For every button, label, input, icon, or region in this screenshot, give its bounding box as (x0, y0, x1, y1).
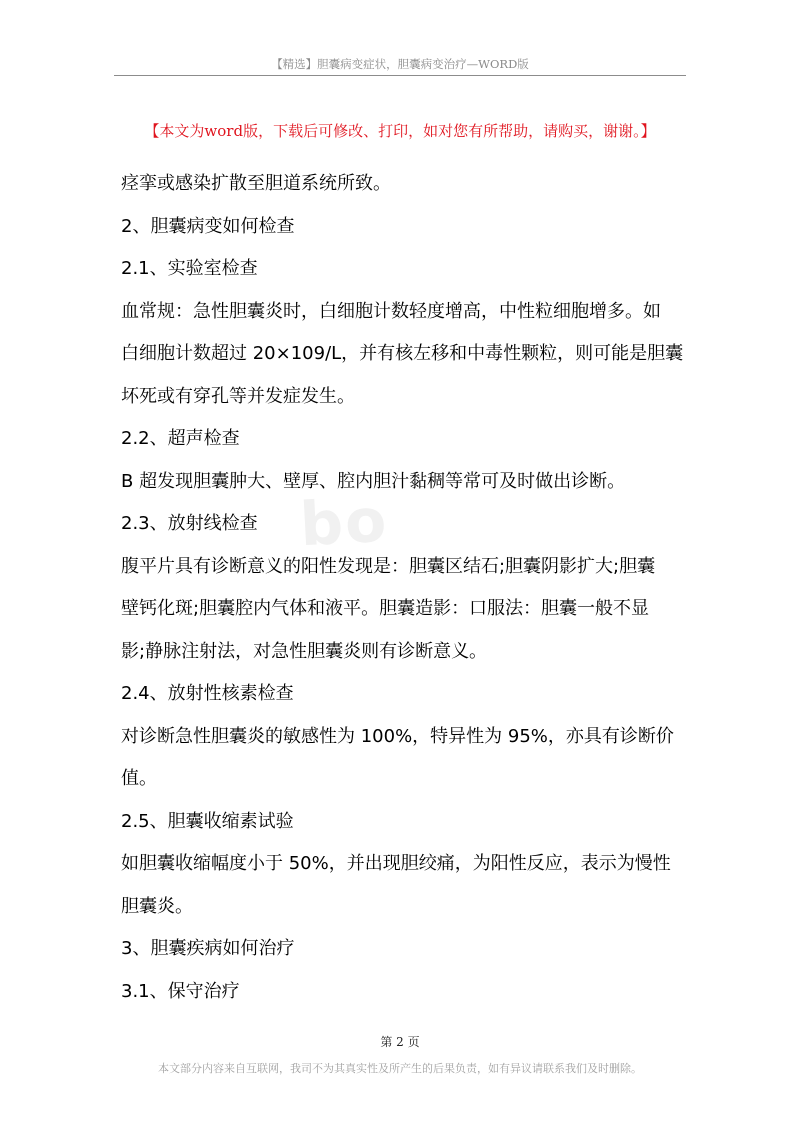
watermark: bo (298, 485, 390, 561)
paragraph-line: 痉挛或感染扩散至胆道系统所致。 (121, 173, 391, 194)
paragraph-line: 胆囊炎。 (121, 895, 193, 917)
paragraph-line: 如胆囊收缩幅度小于 50%，并出现胆绞痛，为阳性反应，表示为慢性 (121, 853, 671, 874)
subsection-heading: 2.5、胆囊收缩素试验 (121, 810, 294, 832)
paragraph-line: 影;静脉注射法，对急性胆囊炎则有诊断意义。 (121, 640, 488, 662)
paragraph-line: 值。 (121, 768, 157, 789)
document-body (121, 163, 683, 1013)
subsection-heading: 2.3、放射线检查 (121, 513, 258, 534)
paragraph-line: B 超发现胆囊肿大、壁厚、腔内胆汁黏稠等常可及时做出诊断。 (121, 470, 626, 492)
page-header-title: 【精选】胆囊病变症状，胆囊病变治疗—WORD版 (271, 57, 529, 71)
paragraph-line: 白细胞计数超过 20×109/L，并有核左移和中毒性颗粒，则可能是胆囊 (121, 343, 684, 364)
section-heading: 3、胆囊疾病如何治疗 (121, 938, 295, 959)
paragraph-line: 血常规：急性胆囊炎时，白细胞计数轻度增高，中性粒细胞增多。如 (121, 300, 661, 322)
page-number: 第 2 页 (380, 1035, 420, 1049)
subsection-heading: 2.1、实验室检查 (121, 258, 258, 279)
footer-disclaimer: 本文部分内容来自互联网，我司不为其真实性及所产生的后果负责，如有异议请联系我们及时删除。 (158, 1062, 642, 1075)
subsection-heading: 3.1、保守治疗 (121, 980, 240, 1002)
paragraph-line: 对诊断急性胆囊炎的敏感性为 100%，特异性为 95%，亦具有诊断价 (121, 725, 674, 747)
paragraph-line: 壁钙化斑;胆囊腔内气体和液平。胆囊造影：口服法：胆囊一般不显 (121, 598, 650, 619)
paragraph-line: 坏死或有穿孔等并发症发生。 (121, 385, 355, 407)
paragraph-line: 腹平片具有诊断意义的阳性发现是：胆囊区结石;胆囊阴影扩大;胆囊 (121, 555, 656, 577)
subsection-heading: 2.2、超声检查 (121, 428, 240, 449)
header-divider (114, 75, 686, 76)
section-heading: 2、胆囊病变如何检查 (121, 215, 295, 237)
purchase-notice: 【本文为word版，下载后可修改、打印，如对您有所帮助，请购买，谢谢。】 (144, 122, 656, 140)
subsection-heading: 2.4、放射性核素检查 (121, 683, 294, 704)
